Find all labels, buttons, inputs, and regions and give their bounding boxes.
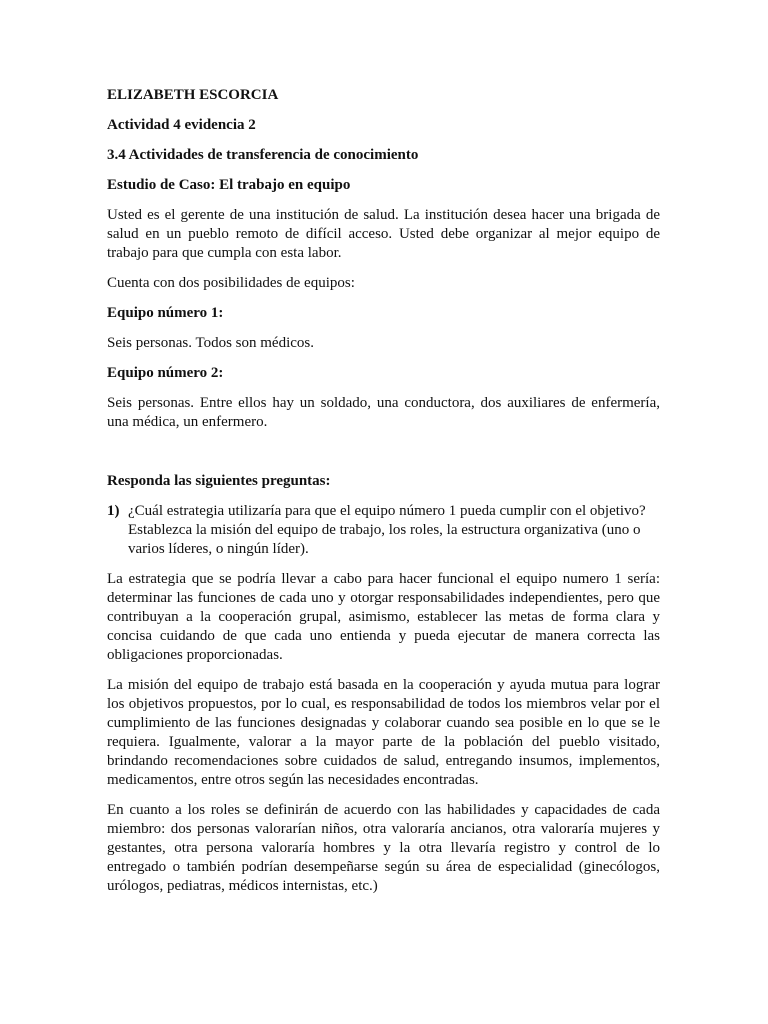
paragraph-line: contribuyan a la cooperación grupal, asimismo, establecer las metas de forma clara y [107,609,660,625]
activity-title: Actividad 4 evidencia 2 [107,117,256,133]
paragraph-line: una médica, un enfermero. [107,414,268,430]
answer-roles [107,801,660,896]
paragraph-line: La estrategia que se podría llevar a cabo para hacer funcional el equipo numero 1 sería: [107,571,660,587]
paragraph-line: obligaciones proporcionadas. [107,647,283,663]
paragraph-line: medicamentos, entre otros según las necesidades encontradas. [107,772,479,788]
paragraph-line: concisa cuidando de que cada uno entienda y pueda ejecutar de manera correcta las [107,628,660,644]
question-line: varios líderes, o ningún líder). [128,541,309,557]
paragraph-line: La misión del equipo de trabajo está basada en la cooperación y ayuda mutua para lograr [107,677,660,693]
paragraph-line: miembro: dos personas valorarían niños, otra valoraría ancianos, otra valoraría mujeres y [107,821,660,837]
question-line: Establezca la misión del equipo de trabajo, los roles, la estructura organizativa (uno o [128,522,641,538]
paragraph-line: urólogos, pediatras, médicos internistas, etc.) [107,878,378,894]
team-2-label: Equipo número 2: [107,365,224,381]
paragraph-line: Seis personas. Entre ellos hay un soldado, una conductora, dos auxiliares de enfermería, [107,395,660,411]
question-line: ¿Cuál estrategia utilizaría para que el equipo número 1 pueda cumplir con el objetivo? [128,503,646,519]
paragraph-line: cumplimiento de las funciones designadas y colaborar cuando sea posible en lo que se le [107,715,660,731]
paragraph-line: entregado o también podrían desempeñarse según su área de especialidad (ginecólogos, [107,859,660,875]
case-title: Estudio de Caso: El trabajo en equipo [107,177,351,193]
paragraph-line: gestantes, otra persona valoraría hombres y la otra llevaría registro y control de lo [107,840,660,856]
team-1-label: Equipo número 1: [107,305,224,321]
team-2-description [107,394,660,432]
paragraph-line: En cuanto a los roles se definirán de acuerdo con las habilidades y capacidades de cada [107,802,660,818]
author-name: ELIZABETH ESCORCIA [107,87,279,103]
question-1 [107,502,660,559]
options-text: Cuenta con dos posibilidades de equipos: [107,275,355,291]
answer-mission [107,676,660,790]
document-body [107,86,660,896]
questions-heading: Responda las siguientes preguntas: [107,473,331,489]
question-number: 1) [107,503,120,519]
paragraph-line: determinar las funciones de cada uno y otorgar responsabilidades independientes, pero que [107,590,660,606]
intro-paragraph [107,206,660,263]
paragraph-line: Usted es el gerente de una institución de salud. La institución desea hacer una brigada de [107,207,660,223]
section-title: 3.4 Actividades de transferencia de conocimiento [107,147,419,163]
paragraph-line: los objetivos propuestos, por lo cual, es responsabilidad de todos los miembros velar por el [107,696,660,712]
paragraph-line: brindando recomendaciones sobre cuidados de salud, entregando insumos, implementos, [107,753,660,769]
paragraph-line: salud en un pueblo remoto de difícil acceso. Usted debe organizar al mejor equipo de [107,226,660,242]
answer-strategy [107,570,660,665]
team-1-description: Seis personas. Todos son médicos. [107,335,314,351]
paragraph-line: requiera. Igualmente, valorar a la mayor parte de la población del pueblo visitado, [107,734,660,750]
paragraph-line: trabajo para que cumpla con esta labor. [107,245,342,261]
